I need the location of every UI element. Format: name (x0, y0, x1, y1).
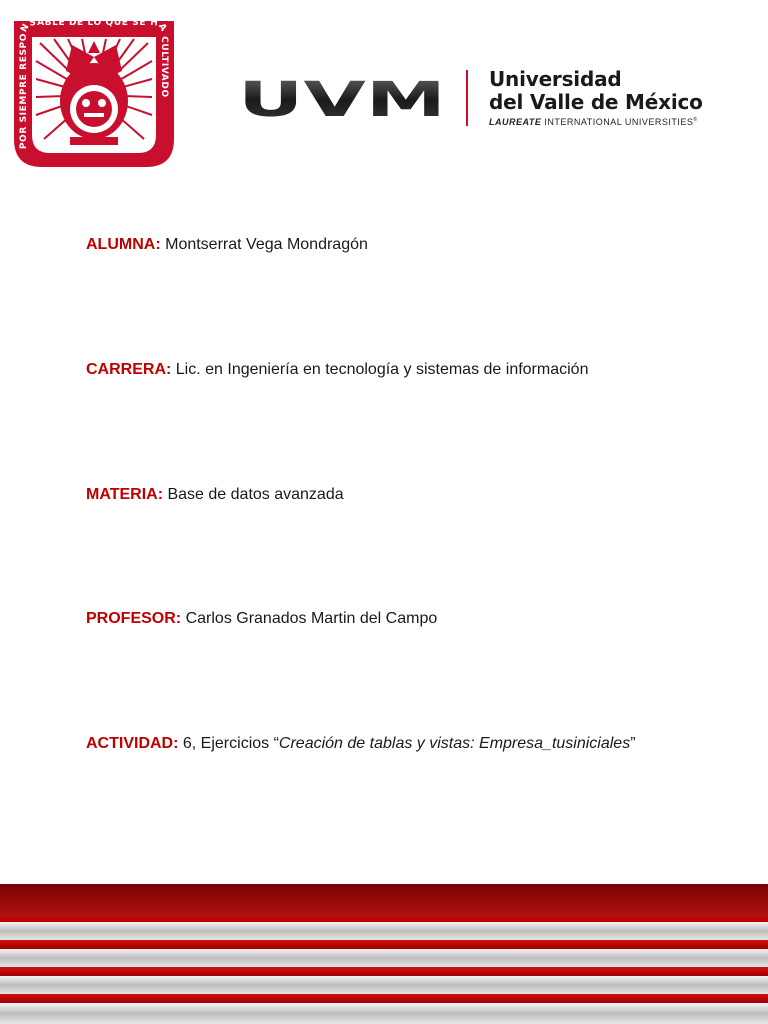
footer-stripes (0, 884, 768, 1024)
svg-text:POR SIEMPRE RESPONSABLE DE LO: POR SIEMPRE RESPONSABLE DE LO QUE SE HA CULTIVADO (19, 17, 170, 150)
profesor-line (86, 610, 437, 628)
profesor-value: Carlos Granados Martin del Campo (185, 610, 438, 627)
footer-silver-stripe (0, 922, 768, 940)
actividad-line (86, 735, 636, 753)
tagline-mark: ® (693, 117, 698, 123)
alumna-value: Montserrat Vega Mondragón (165, 236, 368, 253)
footer-silver-stripe (0, 976, 768, 994)
uvm-wordmark-logo (238, 76, 448, 122)
actividad-label: ACTIVIDAD: (86, 735, 179, 752)
university-seal (10, 17, 178, 171)
materia-label: MATERIA: (86, 486, 164, 503)
laureate-tagline (489, 117, 698, 127)
university-name-line2: del Valle de México (489, 90, 703, 114)
footer-red-line (0, 994, 768, 1003)
svg-text:UVM: UVM (238, 76, 446, 122)
tagline-laureate: LAUREATE (489, 117, 542, 127)
university-name (489, 68, 703, 114)
seal-emblem (10, 17, 178, 171)
materia-line (86, 486, 344, 504)
carrera-line (86, 361, 588, 379)
tagline-rest: INTERNATIONAL UNIVERSITIES (544, 117, 694, 127)
alumna-label: ALUMNA: (86, 236, 161, 253)
carrera-value: Lic. en Ingeniería en tecnología y sistemas de información (175, 361, 589, 378)
actividad-value-prefix: 6, Ejercicios “ (182, 735, 279, 752)
footer-red-line (0, 940, 768, 949)
uvm-logo (238, 66, 754, 130)
logo-divider (466, 70, 468, 126)
profesor-label: PROFESOR: (86, 610, 182, 627)
university-name-line1: Universidad (489, 67, 622, 91)
alumna-line (86, 236, 368, 254)
footer-silver-stripe (0, 1003, 768, 1024)
materia-value: Base de datos avanzada (167, 486, 344, 503)
footer-red-line (0, 967, 768, 976)
actividad-value-suffix: ” (630, 735, 636, 752)
footer-dark-band (0, 884, 768, 918)
carrera-label: CARRERA: (86, 361, 172, 378)
footer-silver-stripe (0, 949, 768, 967)
actividad-value-italic: Creación de tablas y vistas: Empresa_tusiniciales (278, 735, 631, 752)
